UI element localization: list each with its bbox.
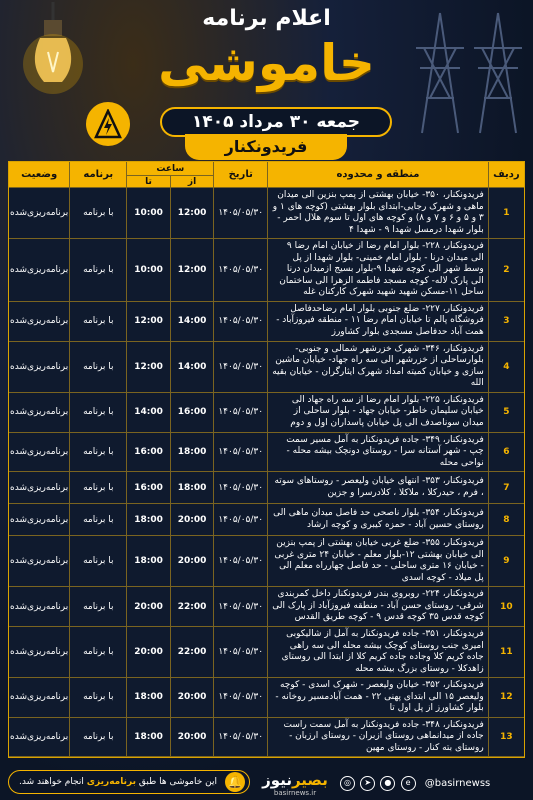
row-from-time: 20:00 xyxy=(170,718,214,758)
lightning-icon xyxy=(94,109,122,139)
footer-note xyxy=(8,770,250,794)
bell-icon: 🔔 xyxy=(225,772,245,792)
note-highlight: برنامه‌ریزی xyxy=(86,777,136,787)
table-row xyxy=(9,393,524,433)
row-to-time: 12:00 xyxy=(126,302,170,342)
table-row xyxy=(9,627,524,678)
announce-heading: اعلام برنامه xyxy=(202,6,331,31)
row-area: فریدونکنار، ۳۵۱- جاده فریدونکنار به آمل از شالیکوبی امیری جنب روستای کوچک بیشه محله الی سه راهی جاده کریم کلا وجاده جاده کریم کلا از ابتدا الی روستای زاهدکلا - روستای بزرگ بیشه محله xyxy=(267,627,488,678)
row-date: ۱۴۰۵/۰۵/۳۰ xyxy=(213,678,267,718)
row-program: با برنامه xyxy=(69,587,126,627)
row-date: ۱۴۰۵/۰۵/۳۰ xyxy=(213,239,267,302)
row-date: ۱۴۰۵/۰۵/۳۰ xyxy=(213,536,267,587)
header-row-number: ردیف xyxy=(488,162,524,188)
note-prefix: این خاموشی ها طبق xyxy=(138,777,217,787)
row-number: 12 xyxy=(488,678,524,718)
row-status: برنامه‌ریزی‌شده xyxy=(9,627,69,678)
row-status: برنامه‌ریزی‌شده xyxy=(9,342,69,393)
row-area: فریدونکنار، ۳۵۳- انتهای خیابان ولیعصر - روستاهای سوته ، فرم ، حیدرکلا ، ملاکلا ، کلادرسرا و جزین xyxy=(267,472,488,504)
row-to-time: 10:00 xyxy=(126,239,170,302)
row-area: فریدونکنار، ۳۵۰- خیابان بهشتی از پمپ بنزین الی میدان ماهی و شهرک رجایی-ابتدای بلوار بهشتی (کوچه های ۱ و ۳ و ۵ و ۶ و ۷ و ۸) و کوچه های اول تا سوم هلال احمر - بلوار شهدا درمسل شهدا ۹ - شهدا ۴ xyxy=(267,188,488,239)
header-date: تاریخ xyxy=(213,162,267,188)
row-program: با برنامه xyxy=(69,393,126,433)
row-number: 7 xyxy=(488,472,524,504)
row-to-time: 18:00 xyxy=(126,718,170,758)
row-from-time: 18:00 xyxy=(170,472,214,504)
table-row xyxy=(9,718,524,758)
row-program: با برنامه xyxy=(69,718,126,758)
row-date: ۱۴۰۵/۰۵/۳۰ xyxy=(213,393,267,433)
row-number: 6 xyxy=(488,433,524,473)
row-date: ۱۴۰۵/۰۵/۳۰ xyxy=(213,433,267,473)
header-status: وضعیت xyxy=(9,162,69,188)
row-number: 2 xyxy=(488,239,524,302)
brand-url: basirnews.ir xyxy=(273,789,317,797)
table-row xyxy=(9,433,524,473)
header-area: منطقه و محدوده xyxy=(267,162,488,188)
row-status: برنامه‌ریزی‌شده xyxy=(9,587,69,627)
social-links xyxy=(340,774,528,794)
row-number: 10 xyxy=(488,587,524,627)
row-to-time: 18:00 xyxy=(126,536,170,587)
row-from-time: 20:00 xyxy=(170,678,214,718)
row-to-time: 12:00 xyxy=(126,342,170,393)
row-number: 4 xyxy=(488,342,524,393)
row-area: فریدونکنار، ۳۵۴- بلوار ناصحی حد فاصل میدان ماهی الی روستای حسین آباد - حمزه کیبری و کوچه ارشاد xyxy=(267,504,488,536)
row-number: 5 xyxy=(488,393,524,433)
row-area: فریدونکنار، ۳۴۸- جاده فریدونکنار به آمل سمت راست جاده از میدانماهی روستای ازبران - روستای ارزبان - روستای بته کنار - روستای مهین xyxy=(267,718,488,758)
telegram-icon[interactable]: ➤ xyxy=(360,776,375,791)
row-area: فریدونکنار، ۲۲۵- بلوار امام رضا از سه راه جهاد الی خیابان سلیمان خاطر- خیابان جهاد - بلوار ساحلی از میدان سوناصدف الی پل خیابان پاسداران اول و دوم xyxy=(267,393,488,433)
row-program: با برنامه xyxy=(69,188,126,239)
table-row xyxy=(9,302,524,342)
table-row xyxy=(9,239,524,302)
row-date: ۱۴۰۵/۰۵/۳۰ xyxy=(213,342,267,393)
row-date: ۱۴۰۵/۰۵/۳۰ xyxy=(213,188,267,239)
row-area: فریدونکنار، ۳۴۹- جاده فریدونکنار به آمل مسیر سمت چپ - شهر آستانه سرا - روستای دونچک بیشه محله - نواحی محله xyxy=(267,433,488,473)
table-row xyxy=(9,342,524,393)
row-program: با برنامه xyxy=(69,433,126,473)
date-banner: جمعه ۳۰ مرداد ۱۴۰۵ xyxy=(160,107,392,137)
row-from-time: 14:00 xyxy=(170,342,214,393)
row-to-time: 18:00 xyxy=(126,504,170,536)
row-date: ۱۴۰۵/۰۵/۳۰ xyxy=(213,472,267,504)
row-number: 9 xyxy=(488,536,524,587)
row-to-time: 16:00 xyxy=(126,433,170,473)
city-banner: فریدونکنار xyxy=(185,134,347,160)
row-program: با برنامه xyxy=(69,472,126,504)
row-from-time: 22:00 xyxy=(170,627,214,678)
row-date: ۱۴۰۵/۰۵/۳۰ xyxy=(213,627,267,678)
table-row xyxy=(9,188,524,239)
row-from-time: 14:00 xyxy=(170,302,214,342)
row-status: برنامه‌ریزی‌شده xyxy=(9,536,69,587)
header-to: تا xyxy=(126,176,170,188)
brand-logo xyxy=(258,771,332,797)
row-status: برنامه‌ریزی‌شده xyxy=(9,302,69,342)
warning-badge xyxy=(86,102,130,146)
row-program: با برنامه xyxy=(69,302,126,342)
row-number: 1 xyxy=(488,188,524,239)
header-time: ساعت xyxy=(126,162,213,176)
row-status: برنامه‌ریزی‌شده xyxy=(9,504,69,536)
row-from-time: 20:00 xyxy=(170,504,214,536)
row-program: با برنامه xyxy=(69,627,126,678)
row-area: فریدونکنار، ۳۴۶- شهرک خزرشهر شمالی و جنوبی- بلوارساحلی از خزرشهر الی سه راه جهاد- خیابان ماشین سازی و خیابان کمیته امداد شهرک ایثارگران - خیابان بقیه الله xyxy=(267,342,488,393)
table-row xyxy=(9,587,524,627)
instagram-icon[interactable]: ◎ xyxy=(340,776,355,791)
table-row xyxy=(9,678,524,718)
social-handle[interactable]: @basirnewss xyxy=(424,778,491,789)
table-row xyxy=(9,472,524,504)
row-number: 13 xyxy=(488,718,524,758)
outage-schedule-table xyxy=(8,161,525,758)
row-date: ۱۴۰۵/۰۵/۳۰ xyxy=(213,587,267,627)
table-row xyxy=(9,504,524,536)
row-program: با برنامه xyxy=(69,536,126,587)
row-to-time: 16:00 xyxy=(126,472,170,504)
row-area: فریدونکنار، ۲۲۴- روبروی بندر فریدونکنار داخل کمربندی شرقی- روستای حسن آباد - منطقه فیروزآباد از پارک الی کوچه قدس ۳۵ کوچه قدس ۹ - کوچه طریق القدس xyxy=(267,587,488,627)
brand-name-b: نیوز xyxy=(262,771,292,789)
header-program: برنامه xyxy=(69,162,126,188)
row-status: برنامه‌ریزی‌شده xyxy=(9,472,69,504)
row-from-time: 12:00 xyxy=(170,188,214,239)
row-area: فریدونکنار، ۳۵۵- ضلع غربی خیابان بهشتی از پمپ بنزین الی خیابان بهشتی ۱۲-بلوار معلم - خیابان ۲۴ متری غربی - خیابان ۱۶ متری ساحلی - حد فاصل چهارراه معلم الی پل میلاد - کوچه اسدی xyxy=(267,536,488,587)
page-title: خاموشی xyxy=(158,34,375,92)
row-status: برنامه‌ریزی‌شده xyxy=(9,433,69,473)
row-to-time: 18:00 xyxy=(126,678,170,718)
row-number: 8 xyxy=(488,504,524,536)
eitaa-icon[interactable]: e xyxy=(401,776,416,791)
row-from-time: 12:00 xyxy=(170,239,214,302)
row-from-time: 16:00 xyxy=(170,393,214,433)
row-area: فریدونکنار، ۲۲۸- بلوار امام رضا از خیابان امام رضا ۹ الی میدان درنا - بلوار امام خمینی- بلوار شهدا از پل وسط شهر الی کوچه شهدا ۹-بلوار بسیج ازمیدان درنا الی پارک لاله- کوچه مسجد فاطمه الزهرا الی ساختمان ساحل ۱۱-مسکن شهید شهید شهرک کارکنان غله xyxy=(267,239,488,302)
row-to-time: 20:00 xyxy=(126,587,170,627)
brand-name-a: بصیر xyxy=(291,771,328,789)
row-status: برنامه‌ریزی‌شده xyxy=(9,718,69,758)
row-program: با برنامه xyxy=(69,504,126,536)
row-status: برنامه‌ریزی‌شده xyxy=(9,239,69,302)
row-number: 3 xyxy=(488,302,524,342)
row-date: ۱۴۰۵/۰۵/۳۰ xyxy=(213,504,267,536)
row-from-time: 22:00 xyxy=(170,587,214,627)
row-from-time: 20:00 xyxy=(170,536,214,587)
row-status: برنامه‌ریزی‌شده xyxy=(9,188,69,239)
row-area: فریدونکنار، ۲۲۷- ضلع جنوبی بلوار امام رضاحدفاصل فروشگاه پالم تا خیابان امام رضا ۱۱ - منطقه فیروزآباد - همت آباد حدفاصل مسجدی بلوار کشاورز xyxy=(267,302,488,342)
row-program: با برنامه xyxy=(69,239,126,302)
row-to-time: 20:00 xyxy=(126,627,170,678)
row-area: فریدونکنار، ۳۵۲- خیابان ولیعصر - شهرک اسدی - کوچه ولیعصر ۱۵ الی ابتدای پهنی ۲۲ - همت آبادمسیر روخانه - بلوار کشاورز از پل اول تا xyxy=(267,678,488,718)
row-to-time: 10:00 xyxy=(126,188,170,239)
row-status: برنامه‌ریزی‌شده xyxy=(9,393,69,433)
bale-icon[interactable]: ● xyxy=(380,776,395,791)
row-number: 11 xyxy=(488,627,524,678)
table-row xyxy=(9,536,524,587)
row-program: با برنامه xyxy=(69,342,126,393)
note-suffix: انجام خواهند شد. xyxy=(19,777,84,787)
row-status: برنامه‌ریزی‌شده xyxy=(9,678,69,718)
row-date: ۱۴۰۵/۰۵/۳۰ xyxy=(213,302,267,342)
row-from-time: 18:00 xyxy=(170,433,214,473)
row-to-time: 14:00 xyxy=(126,393,170,433)
header-from: از xyxy=(170,176,214,188)
row-date: ۱۴۰۵/۰۵/۳۰ xyxy=(213,718,267,758)
row-program: با برنامه xyxy=(69,678,126,718)
